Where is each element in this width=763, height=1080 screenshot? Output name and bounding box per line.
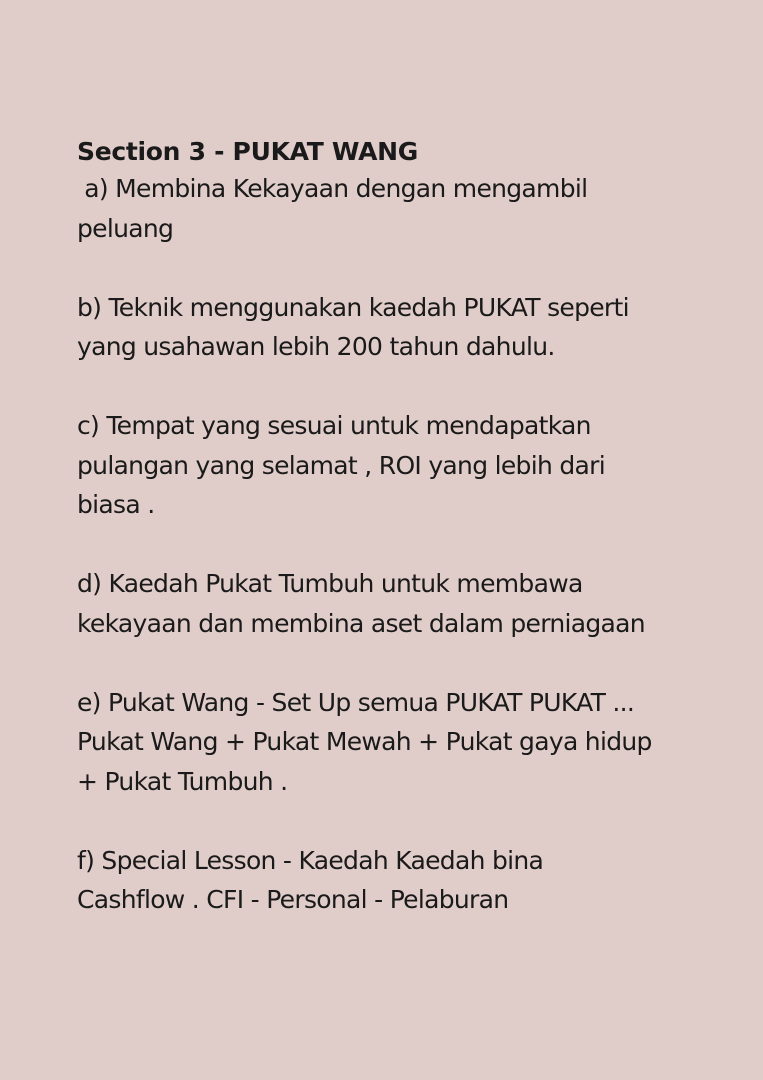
item-line: f) Special Lesson - Kaedah Kaedah bina [77, 845, 544, 875]
item-line: pulangan yang selamat , ROI yang lebih dari [77, 450, 605, 480]
document-content [77, 134, 697, 920]
list-item-a [77, 169, 697, 248]
item-line: b) Teknik menggunakan kaedah PUKAT seperti [77, 292, 629, 322]
item-line: peluang [77, 213, 174, 243]
item-line: Pukat Wang + Pukat Mewah + Pukat gaya hidup [77, 727, 652, 756]
section-title: Section 3 - PUKAT WANG [77, 137, 418, 166]
item-line: e) Pukat Wang - Set Up semua PUKAT PUKAT ... [77, 687, 635, 717]
item-line: a) Membina Kekayaan dengan mengambil [77, 174, 588, 203]
item-line: yang usahawan lebih 200 tahun dahulu. [77, 332, 555, 361]
item-line: Cashflow . CFI - Personal - Pelaburan [77, 885, 509, 914]
list-item-d [77, 564, 697, 643]
item-line: biasa . [77, 490, 155, 519]
item-line: + Pukat Tumbuh . [77, 766, 288, 796]
list-item-e [77, 683, 697, 802]
item-list [77, 169, 697, 920]
list-item-b [77, 288, 697, 367]
item-line: c) Tempat yang sesuai untuk mendapatkan [77, 411, 591, 440]
list-item-f [77, 841, 697, 920]
list-item-c [77, 406, 697, 525]
item-line: kekayaan dan membina aset dalam perniagaan [77, 608, 645, 638]
item-line: d) Kaedah Pukat Tumbuh untuk membawa [77, 569, 583, 598]
